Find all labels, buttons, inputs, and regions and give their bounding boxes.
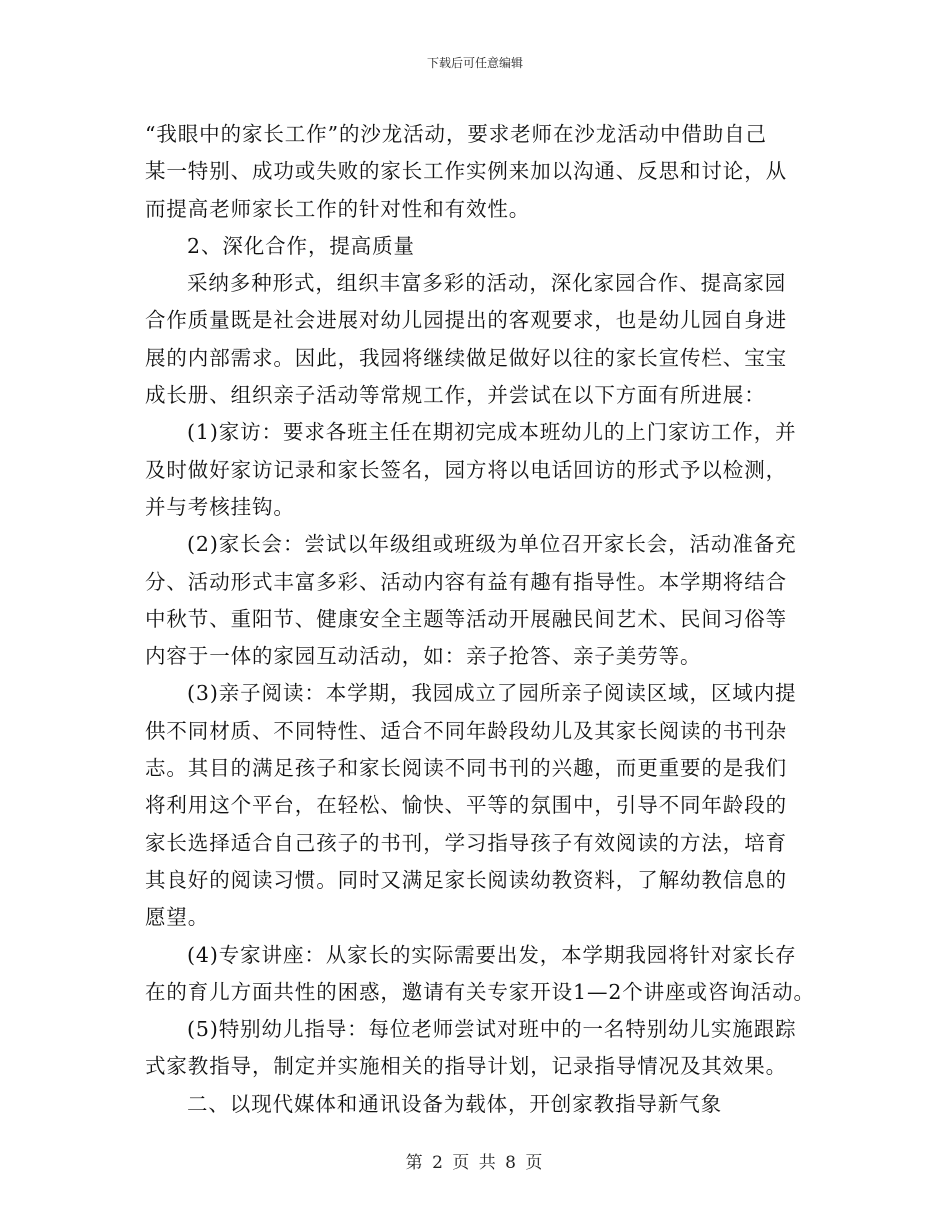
text-line: 志。其目的满足孩子和家长阅读不同书刊的兴趣，而更重要的是我们	[145, 756, 787, 781]
text-line: 供不同材质、不同特性、适合不同年龄段幼儿及其家长阅读的书刊杂	[145, 718, 787, 743]
text-line: 某一特别、成功或失败的家长工作实例来加以沟通、反思和讨论，从	[145, 159, 787, 184]
page-footer: 第 2 页 共 8 页	[405, 1153, 545, 1173]
text-line: (3)亲子阅读：本学期，我园成立了园所亲子阅读区域，区域内提	[187, 681, 797, 706]
text-line: 中秋节、重阳节、健康安全主题等活动开展融民间艺术、民间习俗等	[145, 606, 787, 631]
text-line: (5)特别幼儿指导：每位老师尝试对班中的一名特别幼儿实施跟踪	[187, 1017, 797, 1042]
text-line: 并与考核挂钩。	[145, 494, 295, 519]
text-line: 2、深化合作，提高质量	[187, 233, 415, 258]
text-line: 将利用这个平台，在轻松、愉快、平等的氛围中，引导不同年龄段的	[145, 793, 787, 818]
text-line: 成长册、组织亲子活动等常规工作，并尝试在以下方面有所进展：	[145, 383, 766, 408]
text-line: 二、以现代媒体和通讯设备为载体，开创家教指导新气象	[187, 1091, 722, 1116]
text-line: 合作质量既是社会进展对幼儿园提出的客观要求，也是幼儿园自身进	[145, 308, 787, 333]
text-line: 在的育儿方面共性的困惑，邀请有关专家开设1—2个讲座或咨询活动。	[145, 979, 815, 1004]
text-line: 分、活动形式丰富多彩、活动内容有益有趣有指导性。本学期将结合	[145, 569, 787, 594]
text-line: 其良好的阅读习惯。同时又满足家长阅读幼教资料，了解幼教信息的	[145, 867, 787, 892]
text-line: “我眼中的家长工作”的沙龙活动，要求老师在沙龙活动中借助自己	[145, 122, 767, 146]
text-line: 愿望。	[145, 905, 210, 930]
text-line: 及时做好家访记录和家长签名，园方将以电话回访的形式予以检测，	[145, 457, 787, 482]
text-line: 展的内部需求。因此，我园将继续做足做好以往的家长宣传栏、宝宝	[145, 345, 787, 370]
text-line: 家长选择适合自己孩子的书刊，学习指导孩子有效阅读的方法，培育	[145, 830, 787, 855]
text-line: (1)家访：要求各班主任在期初完成本班幼儿的上门家访工作，并	[187, 420, 797, 445]
text-line: 采纳多种形式，组织丰富多彩的活动，深化家园合作、提高家园	[187, 271, 787, 296]
text-line: (2)家长会：尝试以年级组或班级为单位召开家长会，活动准备充	[187, 532, 797, 557]
text-line: 内容于一体的家园互动活动，如：亲子抢答、亲子美劳等。	[145, 644, 702, 669]
text-line: (4)专家讲座：从家长的实际需要出发，本学期我园将针对家长存	[187, 942, 797, 967]
text-line: 式家教指导，制定并实施相关的指导计划，记录指导情况及其效果。	[145, 1054, 787, 1079]
document-body	[145, 116, 815, 1123]
text-line: 而提高老师家长工作的针对性和有效性。	[145, 196, 531, 221]
page-header: 下载后可任意编辑	[426, 56, 523, 70]
